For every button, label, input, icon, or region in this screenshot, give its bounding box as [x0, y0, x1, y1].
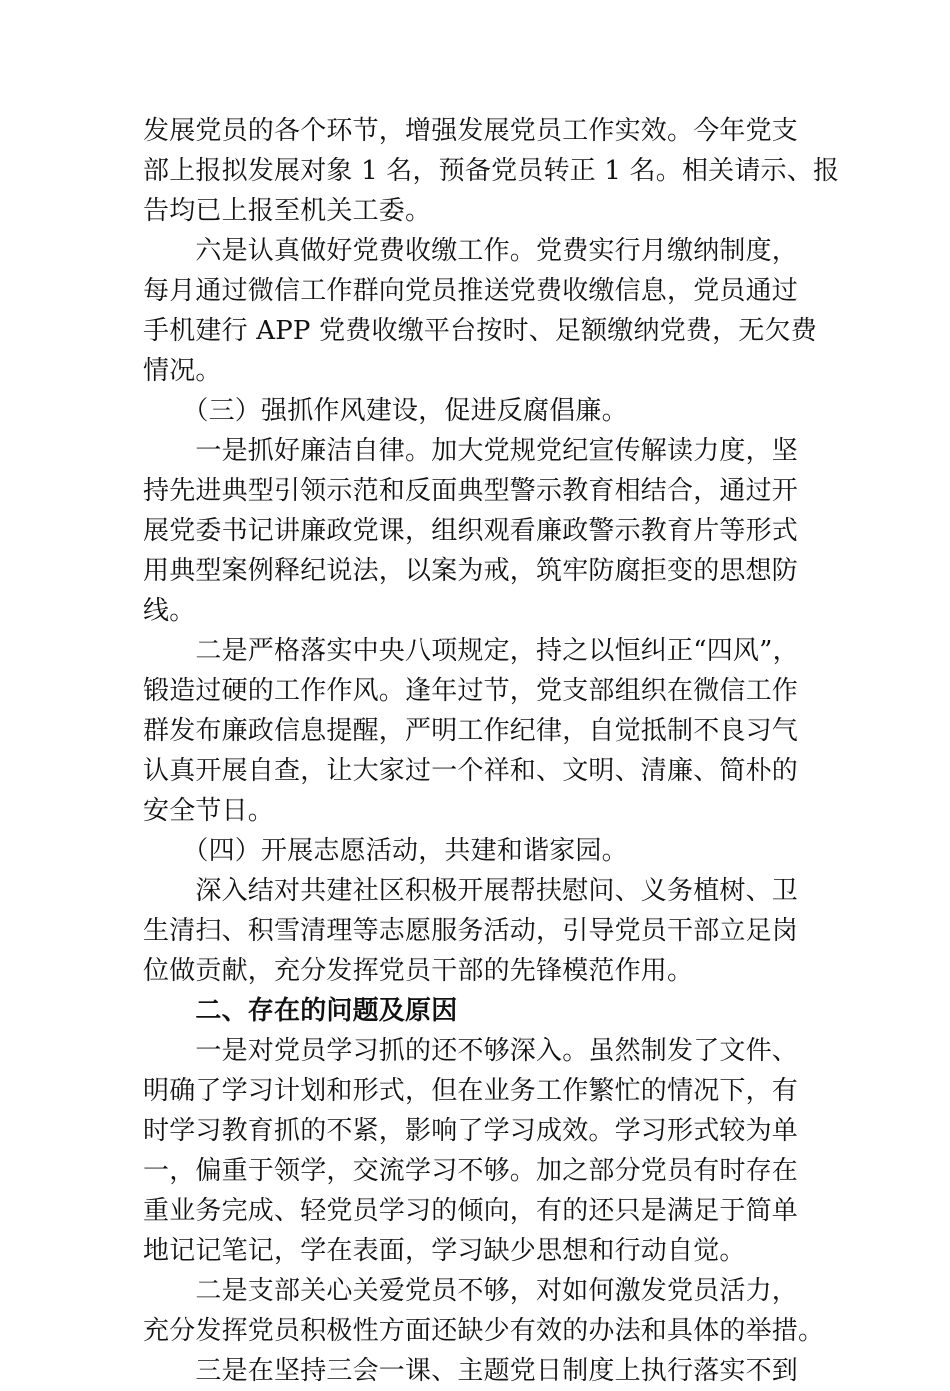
text-line: 线。	[143, 596, 196, 626]
text-line: 展党委书记讲廉政党课，组织观看廉政警示教育片等形式	[143, 516, 799, 546]
text-line: 一是抓好廉洁自律。加大党规党纪宣传解读力度，坚	[143, 436, 799, 466]
text-line: 明确了学习计划和形式，但在业务工作繁忙的情况下，有	[143, 1076, 799, 1106]
text-line: 六是认真做好党费收缴工作。党费实行月缴纳制度，	[143, 236, 799, 266]
text-line: 部上报拟发展对象 1 名，预备党员转正 1 名。相关请示、报	[143, 156, 840, 186]
text-line: 发展党员的各个环节，增强发展党员工作实效。今年党支	[143, 116, 799, 146]
document-body	[143, 111, 840, 1391]
text-line: 时学习教育抓的不紧，影响了学习成效。学习形式较为单	[143, 1116, 799, 1146]
chapter-heading: 二、存在的问题及原因	[143, 996, 458, 1026]
text-line: 群发布廉政信息提醒，严明工作纪律，自觉抵制不良习气	[143, 716, 799, 746]
text-line: 三是在坚持三会一课、主题党日制度上执行落实不到	[143, 1356, 799, 1386]
text-line: 一，偏重于领学，交流学习不够。加之部分党员有时存在	[143, 1156, 799, 1186]
text-line: 二是支部关心关爱党员不够，对如何激发党员活力，	[143, 1276, 799, 1306]
text-line: 位做贡献，充分发挥党员干部的先锋模范作用。	[143, 956, 694, 986]
text-line: 地记记笔记，学在表面，学习缺少思想和行动自觉。	[143, 1236, 746, 1266]
text-line: 充分发挥党员积极性方面还缺少有效的办法和具体的举措。	[143, 1316, 825, 1346]
text-line: 每月通过微信工作群向党员推送党费收缴信息，党员通过	[143, 276, 799, 306]
text-line: 手机建行 APP 党费收缴平台按时、足额缴纳党费，无欠费	[143, 316, 817, 346]
section-heading: （三）强抓作风建设，促进反腐倡廉。	[143, 396, 628, 426]
text-line: 告均已上报至机关工委。	[143, 196, 432, 226]
text-line: 认真开展自查，让大家过一个祥和、文明、清廉、简朴的	[143, 756, 799, 786]
text-line: 持先进典型引领示范和反面典型警示教育相结合，通过开	[143, 476, 799, 506]
text-line: 重业务完成、轻党员学习的倾向，有的还只是满足于简单	[143, 1196, 799, 1226]
text-line: 锻造过硬的工作作风。逢年过节，党支部组织在微信工作	[143, 676, 799, 706]
text-line: 二是严格落实中央八项规定，持之以恒纠正“四风”，	[143, 636, 799, 666]
text-line: 生清扫、积雪清理等志愿服务活动，引导党员干部立足岗	[143, 916, 799, 946]
text-line: 用典型案例释纪说法，以案为戒，筑牢防腐拒变的思想防	[143, 556, 799, 586]
text-line: 一是对党员学习抓的还不够深入。虽然制发了文件、	[143, 1036, 799, 1066]
text-line: 安全节日。	[143, 796, 275, 826]
section-heading: （四）开展志愿活动，共建和谐家园。	[143, 836, 628, 866]
text-line: 情况。	[143, 356, 222, 386]
text-line: 深入结对共建社区积极开展帮扶慰问、义务植树、卫	[143, 876, 799, 906]
